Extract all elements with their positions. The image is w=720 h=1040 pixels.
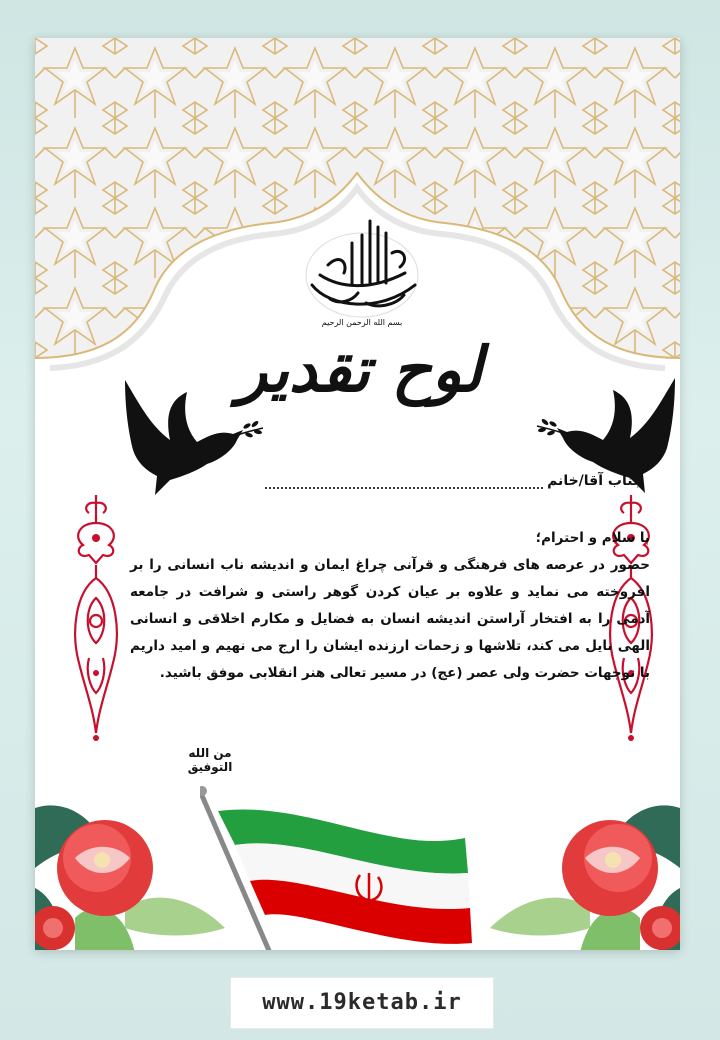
website-watermark: www.19ketab.ir <box>230 977 494 1029</box>
recipient-line <box>265 469 643 493</box>
certificate-card <box>35 38 680 950</box>
dove-icon <box>115 380 265 500</box>
certificate-title: لوح تقدیر <box>237 333 483 406</box>
iran-flag <box>200 783 480 950</box>
closing-text: من الله التوفیق <box>187 746 233 774</box>
basmala-text: بسم الله الرحمن الرحیم <box>321 318 403 327</box>
certificate-body <box>130 525 650 687</box>
greeting-text: با سلام و احترام؛ <box>535 530 650 546</box>
recipient-blank <box>265 473 543 489</box>
recipient-label: جناب آقا/خانم <box>547 473 643 489</box>
red-ornament <box>65 493 127 743</box>
basmala-calligraphy <box>300 213 425 333</box>
body-paragraph: حضور در عرصه های فرهنگی و قرآنی چراغ ایمان و اندیشه ناب انسانی را بر افروخته می نماید و علاوه بر عیان کردن گوهر راستی و شرافت در جامعه آدمی را به افتخار آراستن اندیشه انسان به فضایل و مکارم اخلاقی و انسانی الهی نایل می کند، تلاشها و زحمات ارزنده ایشان را ارج می نهیم و امید داریم با توجهات حضرت ولی عصر (عج) در مسیر تعالی هنر انقلابی موفق باشید. <box>130 557 650 681</box>
flower-icon <box>480 788 680 950</box>
